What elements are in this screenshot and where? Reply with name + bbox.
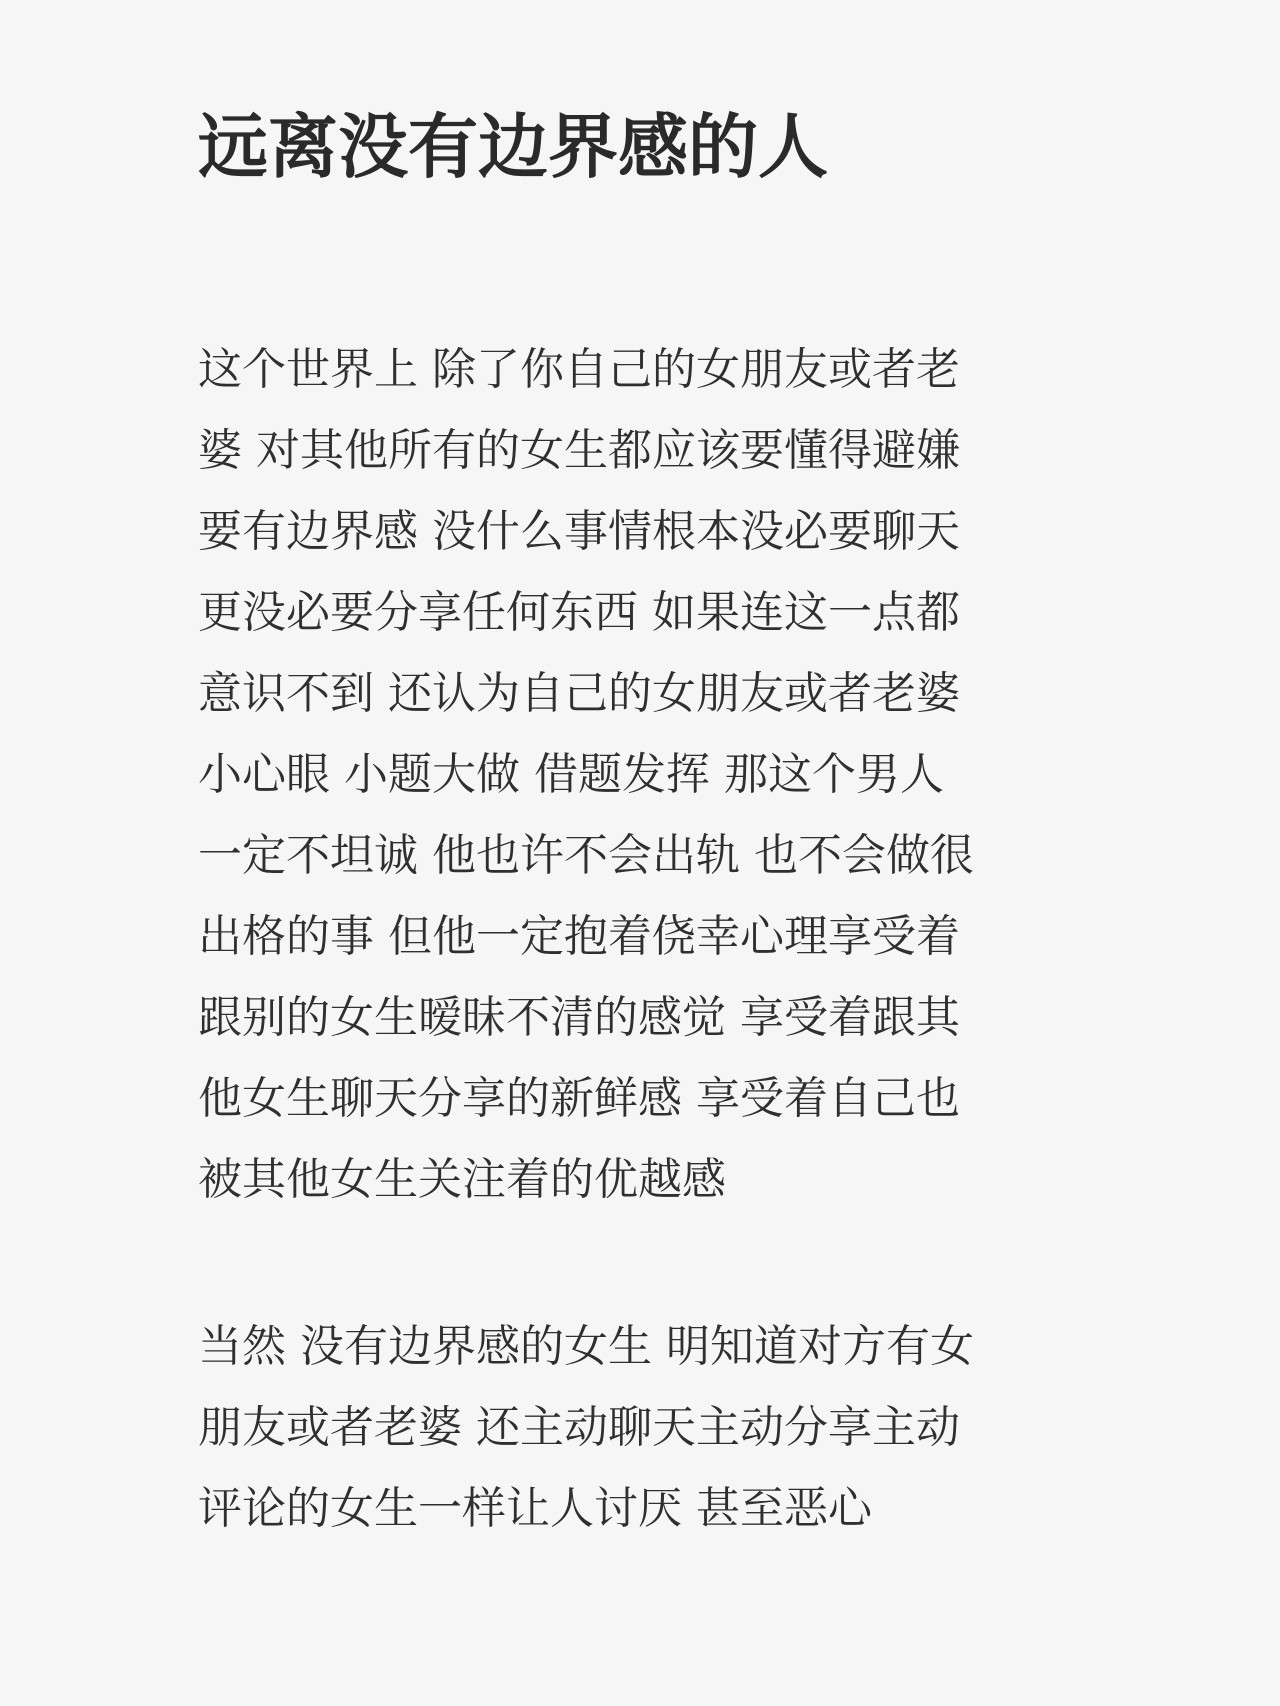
paragraph-line: 婆 对其他所有的女生都应该要懂得避嫌 xyxy=(198,425,960,476)
article-title: 远离没有边界感的人 xyxy=(198,106,828,188)
paragraph-line: 意识不到 还认为自己的女朋友或者老婆 xyxy=(198,668,960,719)
paragraph-1 xyxy=(198,329,974,1220)
paragraph-line: 出格的事 但他一定抱着侥幸心理享受着 xyxy=(198,911,960,962)
paragraph-line: 当然 没有边界感的女生 明知道对方有女 xyxy=(198,1321,974,1372)
paragraph-2 xyxy=(198,1306,974,1549)
paragraph-line: 跟别的女生暧昧不清的感觉 享受着跟其 xyxy=(198,992,960,1043)
paragraph-line: 被其他女生关注着的优越感 xyxy=(198,1154,726,1205)
paragraph-line: 小心眼 小题大做 借题发挥 那这个男人 xyxy=(198,749,944,800)
paragraph-line: 评论的女生一样让人讨厌 甚至恶心 xyxy=(198,1483,872,1534)
paragraph-line: 朋友或者老婆 还主动聊天主动分享主动 xyxy=(198,1402,960,1453)
paragraph-line: 他女生聊天分享的新鲜感 享受着自己也 xyxy=(198,1073,960,1124)
paragraph-line: 一定不坦诚 他也许不会出轨 也不会做很 xyxy=(198,830,974,881)
paragraph-line: 更没必要分享任何东西 如果连这一点都 xyxy=(198,587,960,638)
paragraph-line: 这个世界上 除了你自己的女朋友或者老 xyxy=(198,344,960,395)
paragraph-line: 要有边界感 没什么事情根本没必要聊天 xyxy=(198,506,960,557)
